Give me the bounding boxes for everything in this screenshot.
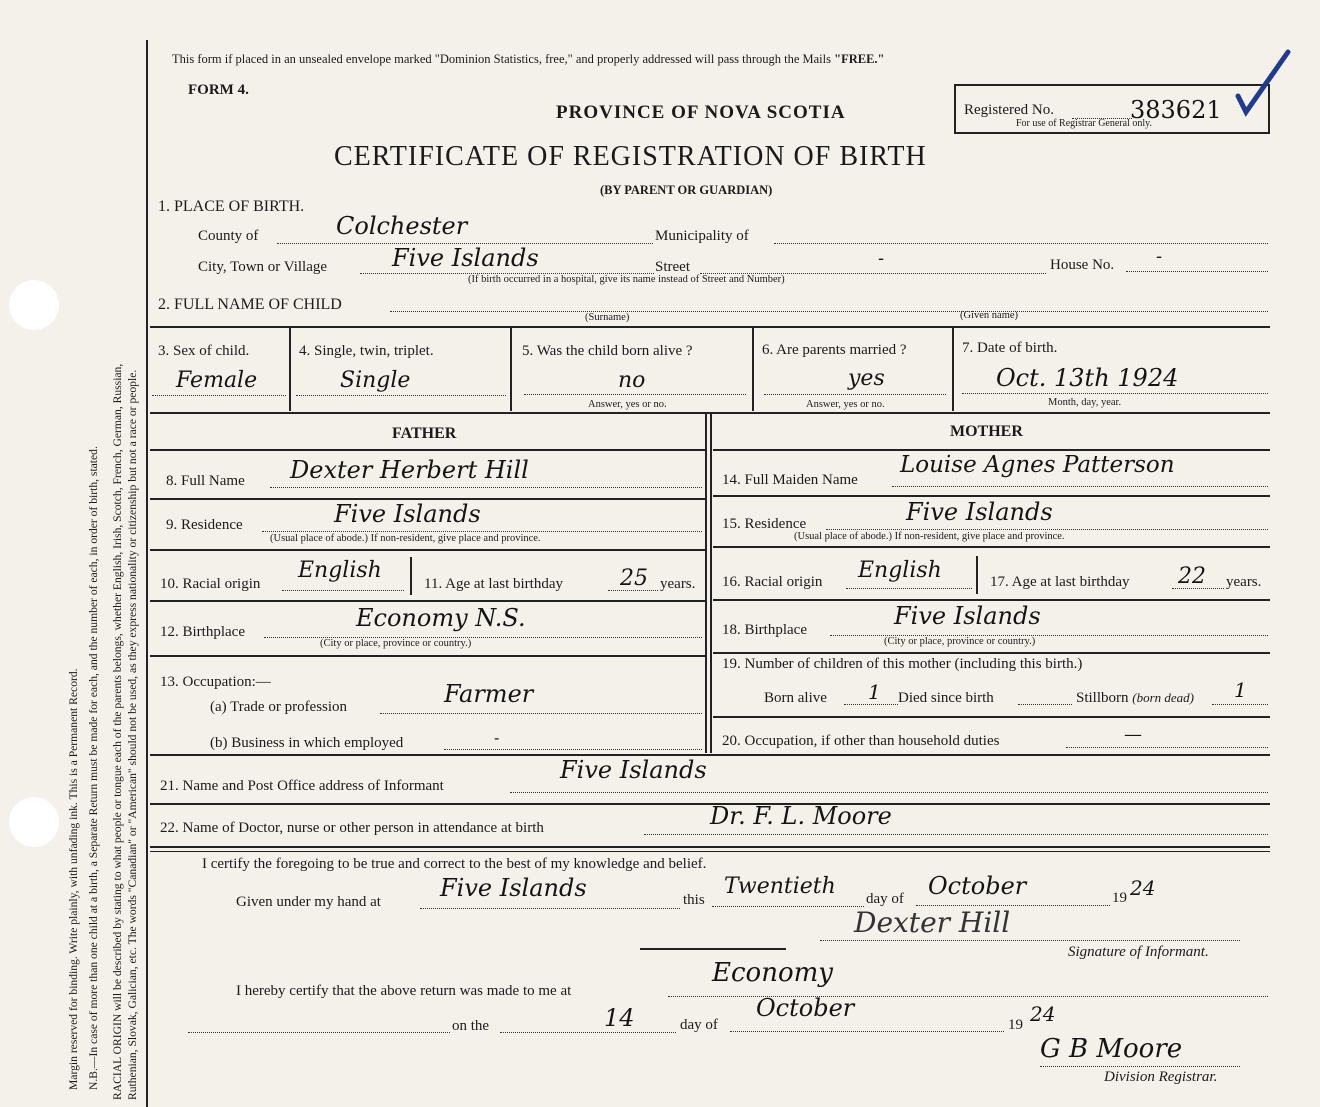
mother-race-value: English — [858, 558, 942, 583]
rule-row3-v2 — [510, 327, 512, 411]
given-label: Given under my hand at — [236, 894, 381, 910]
born-alive-value: 1 — [868, 680, 881, 704]
hospital-note: (If birth occurred in a hospital, give its name instead of Street and Number) — [468, 274, 785, 285]
registrar-dayof-label: day of — [680, 1017, 718, 1033]
registrar-month-value: October — [756, 994, 855, 1022]
stillborn-line — [1212, 704, 1268, 705]
doctor-value: Dr. F. L. Moore — [710, 802, 892, 830]
city-value: Five Islands — [392, 244, 539, 272]
mother-bp-value: Five Islands — [894, 602, 1041, 630]
rule-father-5 — [150, 655, 705, 657]
check-mark-icon — [1232, 48, 1292, 118]
cert-month-value: October — [928, 872, 1027, 900]
mother-age-label: 17. Age at last birthday — [990, 574, 1130, 590]
certificate-title: CERTIFICATE OF REGISTRATION OF BIRTH — [334, 141, 927, 172]
father-age-label: 11. Age at last birthday — [424, 576, 563, 592]
father-trade-line — [380, 713, 702, 714]
informant-line — [510, 792, 1268, 793]
married-line — [764, 394, 946, 395]
given-place-line — [420, 908, 680, 909]
street-value: - — [878, 248, 885, 269]
rule-informant-top — [150, 754, 1270, 756]
doctor-line — [644, 834, 1268, 835]
mother-years-label: years. — [1226, 574, 1262, 590]
father-trade-label: (a) Trade or profession — [210, 699, 348, 715]
form-number: FORM 4. — [188, 82, 249, 98]
stillborn-label — [1076, 690, 1194, 707]
certificate-subtitle: (BY PARENT OR GUARDIAN) — [600, 183, 773, 197]
given-place-value: Five Islands — [440, 874, 587, 902]
dob-line — [962, 393, 1268, 394]
sex-value: Female — [176, 368, 258, 393]
rule-row3-v1 — [289, 327, 291, 411]
city-label: City, Town or Village — [198, 259, 328, 275]
rule-mother-4 — [713, 599, 1270, 601]
margin-note-3: RACIAL ORIGIN will be described by stating to what people or tongue each of the parents belongs, whether English, Irish, Scotch, French, German, Russian, — [111, 363, 124, 1100]
sex-line — [152, 395, 286, 396]
registered-number: 383621 — [1130, 96, 1222, 124]
father-name-value: Dexter Herbert Hill — [290, 456, 529, 484]
mother-name-line — [892, 486, 1268, 487]
father-res-label: 9. Residence — [166, 517, 243, 533]
mother-res-label: 15. Residence — [722, 516, 807, 532]
father-name-label: 8. Full Name — [166, 473, 245, 489]
registrar-day-value: 14 — [604, 1004, 635, 1032]
rule-row3-v3 — [752, 327, 754, 411]
child-name-line — [390, 311, 1268, 312]
house-label: House No. — [1050, 257, 1115, 273]
stillborn-note: (born dead) — [1132, 690, 1195, 705]
alive-note: Answer, yes or no. — [588, 399, 667, 410]
house-value: - — [1156, 246, 1163, 267]
margin-note-2: N.B.—In case of more than one child at a birth, a Separate Return must be made for each, and the number of each, in order of birth, stated. — [87, 446, 100, 1090]
registrar-onthe-label: on the — [452, 1018, 490, 1034]
registrar-month-line — [730, 1031, 1004, 1032]
single-value: Single — [340, 368, 411, 393]
informant-signature-line — [820, 940, 1240, 941]
rule-mother-3 — [713, 546, 1270, 548]
informant-signature: Dexter Hill — [854, 906, 1011, 939]
house-line — [1126, 271, 1268, 272]
mother-occ-line — [1066, 747, 1268, 748]
registrar-statement: I hereby certify that the above return was made to me at — [236, 983, 572, 999]
mail-notice — [172, 52, 884, 67]
died-label: Died since birth — [898, 690, 994, 706]
cert-year-suffix: 24 — [1130, 876, 1156, 900]
doctor-label: 22. Name of Doctor, nurse or other person in attendance at birth — [160, 820, 544, 836]
married-value: yes — [848, 366, 885, 391]
father-business-label: (b) Business in which employed — [210, 735, 404, 751]
rule-mother-5 — [713, 652, 1270, 654]
born-alive-line — [844, 704, 898, 705]
registrar-year-suffix: 24 — [1030, 1002, 1056, 1026]
father-occ-label: 13. Occupation:— — [160, 674, 271, 690]
rule-mother-6 — [713, 716, 1270, 718]
registrar-caption: Division Registrar. — [1104, 1069, 1218, 1085]
rule-mother-1 — [713, 449, 1270, 451]
registered-label: Registered No. — [964, 102, 1054, 118]
father-business-value: - — [494, 728, 500, 747]
mother-name-value: Louise Agnes Patterson — [900, 452, 1175, 478]
father-heading: FATHER — [392, 425, 457, 442]
binding-hole-top — [9, 280, 59, 330]
rule-father-3 — [150, 549, 705, 551]
father-business-line — [444, 749, 702, 750]
rule-cert-top-2 — [150, 851, 1270, 852]
married-label: 6. Are parents married ? — [762, 342, 907, 358]
margin-note-4: Ruthenian, Slovak, Galician, etc. The words "Canadian" or "American" should not be used, as they express nationality or citizenship but not a race or people. — [126, 369, 139, 1100]
rule-row3-top — [150, 326, 1270, 328]
mother-age-value: 22 — [1178, 564, 1206, 589]
margin-rule — [146, 40, 148, 1107]
this-day-value: Twentieth — [724, 874, 836, 899]
father-years-label: years. — [660, 576, 696, 592]
registrar-day-line — [500, 1032, 676, 1033]
municipality-line — [774, 243, 1268, 244]
this-label: this — [683, 892, 705, 908]
rule-father-1 — [150, 449, 705, 451]
province-heading: PROVINCE OF NOVA SCOTIA — [556, 102, 846, 123]
place-of-birth-label: 1. PLACE OF BIRTH. — [158, 198, 305, 215]
registrar-place-value: Economy — [712, 958, 833, 988]
registrar-signature-line — [1040, 1066, 1240, 1067]
father-bp-label: 12. Birthplace — [160, 624, 245, 640]
certify-statement: I certify the foregoing to be true and correct to the best of my knowledge and belief. — [202, 856, 707, 872]
mother-occ-value: — — [1124, 724, 1142, 745]
county-label: County of — [198, 228, 259, 244]
father-race-line — [282, 590, 404, 591]
rule-father-age-v — [410, 557, 412, 595]
county-value: Colchester — [336, 212, 468, 240]
street-label: Street — [655, 259, 690, 275]
single-label: 4. Single, twin, triplet. — [299, 343, 434, 359]
married-note: Answer, yes or no. — [806, 399, 885, 410]
given-name-note: (Given name) — [960, 310, 1019, 321]
dob-label: 7. Date of birth. — [962, 340, 1058, 356]
informant-value: Five Islands — [560, 756, 707, 784]
father-bp-value: Economy N.S. — [356, 604, 526, 632]
mail-notice-text: This form if placed in an unsealed envelope marked "Dominion Statistics, free," and properly addressed will pass through the Mails — [172, 52, 831, 66]
mother-res-note: (Usual place of abode.) If non-resident, give place and province. — [794, 531, 1065, 542]
rule-father-4 — [150, 600, 705, 602]
mother-name-label: 14. Full Maiden Name — [722, 472, 858, 488]
stillborn-label-text: Stillborn — [1076, 690, 1129, 706]
mother-res-value: Five Islands — [906, 498, 1053, 526]
mother-race-line — [846, 588, 972, 589]
father-age-value: 25 — [620, 566, 648, 591]
sex-label: 3. Sex of child. — [158, 343, 250, 359]
this-line — [712, 906, 864, 907]
father-res-line — [262, 531, 702, 532]
mother-children-label: 19. Number of children of this mother (including this birth.) — [722, 656, 1083, 672]
rule-row3-v4 — [952, 327, 954, 411]
rule-parents-divider — [705, 413, 707, 753]
mother-heading: MOTHER — [950, 423, 1023, 440]
alive-label: 5. Was the child born alive ? — [522, 343, 693, 359]
father-bp-note: (City or place, province or country.) — [320, 638, 472, 649]
rule-cert-top — [150, 846, 1270, 848]
mother-occ-label: 20. Occupation, if other than household duties — [722, 733, 1000, 749]
rule-mother-age-v — [976, 556, 978, 594]
alive-line — [524, 394, 746, 395]
cert-dayof-label: day of — [866, 891, 904, 907]
dob-value: Oct. 13th 1924 — [996, 364, 1179, 392]
registrar-note: For use of Registrar General only. — [1016, 118, 1152, 129]
died-line — [1018, 704, 1072, 705]
stillborn-value: 1 — [1234, 678, 1247, 702]
cert-year-prefix: 19 — [1112, 890, 1127, 906]
informant-label: 21. Name and Post Office address of Informant — [160, 778, 444, 794]
father-res-value: Five Islands — [334, 500, 481, 528]
child-name-label: 2. FULL NAME OF CHILD — [158, 296, 342, 313]
surname-note: (Surname) — [585, 312, 630, 323]
mother-bp-note: (City or place, province or country.) — [884, 636, 1036, 647]
single-line — [296, 395, 506, 396]
mother-bp-label: 18. Birthplace — [722, 622, 807, 638]
municipality-label: Municipality of — [655, 228, 749, 244]
registered-box — [954, 84, 1270, 134]
father-race-label: 10. Racial origin — [160, 576, 261, 592]
registrar-lead-line — [188, 1032, 450, 1033]
dob-note: Month, day, year. — [1048, 397, 1122, 408]
binding-hole-bottom — [9, 797, 59, 847]
alive-value: no — [618, 368, 646, 393]
mother-race-label: 16. Racial origin — [722, 574, 823, 590]
father-trade-value: Farmer — [444, 680, 534, 708]
father-res-note: (Usual place of abode.) If non-resident, give place and province. — [270, 533, 541, 544]
rule-parents-divider-2 — [710, 413, 712, 753]
informant-signature-caption: Signature of Informant. — [1068, 944, 1209, 960]
mother-res-line — [826, 529, 1268, 530]
rule-mother-2 — [713, 495, 1270, 497]
registrar-signature: G B Moore — [1040, 1034, 1183, 1064]
registrar-year-prefix: 19 — [1008, 1017, 1023, 1033]
rule-registrar-separator — [640, 948, 786, 950]
father-race-value: English — [298, 558, 382, 583]
father-name-line — [270, 487, 702, 488]
margin-note-1: Margin reserved for binding. Write plainly, with unfading ink. This is a Permanent Record. — [67, 668, 80, 1090]
born-alive-label: Born alive — [764, 690, 827, 706]
mail-notice-free: "FREE." — [834, 52, 885, 66]
